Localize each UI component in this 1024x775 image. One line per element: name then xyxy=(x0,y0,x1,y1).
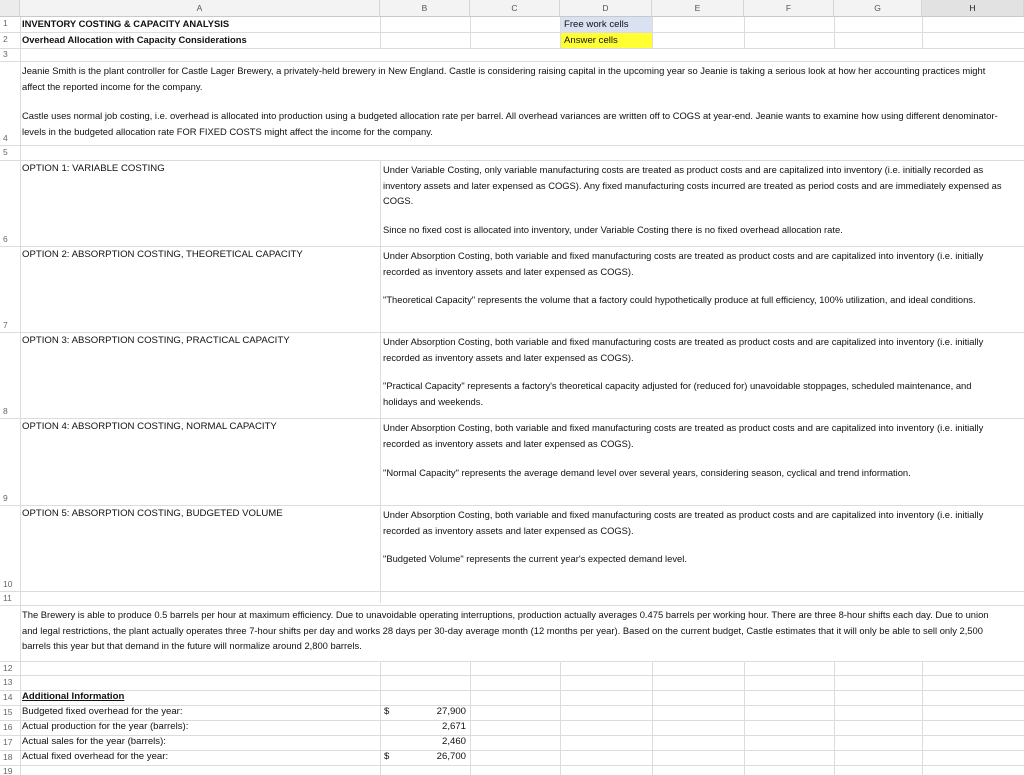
row-header[interactable]: 13 xyxy=(3,677,13,687)
brewery-capacity-paragraph[interactable]: The Brewery is able to produce 0.5 barrels per hour at maximum efficiency. Due to unavoidable operating interruptions, production actually averages 0.475 barrels per working hour. There are three 8-hour shifts each day. Due to union and legal restrictions, the plant actually operates three 7-hour shifts per day and works 28 days per 30-day average month (12 months per year). Based on the current budget, Castle estimates that it will only be able to sell only 2,500 barrels this year but that demand in the future will normalize around 2,800 barrels. xyxy=(22,609,989,651)
option-2-label[interactable]: OPTION 2: ABSORPTION COSTING, THEORETICAL CAPACITY xyxy=(22,249,303,260)
option-3-note[interactable]: "Practical Capacity" represents a factory's theoretical capacity adjusted for (reduced for) unavoidable stoppages, scheduled maintenance, and holidays and weekends. xyxy=(383,380,972,407)
option-2-description[interactable]: Under Absorption Costing, both variable and fixed manufacturing costs are treated as product costs and are capitalized into inventory (i.e. initially recorded as inventory assets and later expensed as COGS). xyxy=(383,250,984,277)
row-header[interactable]: 7 xyxy=(3,320,8,330)
option-1-label[interactable]: OPTION 1: VARIABLE COSTING xyxy=(22,163,165,174)
column-header-e[interactable]: E xyxy=(652,0,744,17)
option-4-description[interactable]: Under Absorption Costing, both variable and fixed manufacturing costs are treated as product costs and are capitalized into inventory (i.e. initially recorded as inventory assets and later expensed as COGS). xyxy=(383,422,984,449)
row-header[interactable]: 11 xyxy=(3,593,12,603)
row-header[interactable]: 5 xyxy=(3,147,8,157)
actual-fixed-overhead-value[interactable]: 26,700 xyxy=(436,751,466,762)
row-header[interactable]: 19 xyxy=(3,766,13,775)
option-1-description[interactable]: Under Variable Costing, only variable manufacturing costs are treated as product costs and are capitalized into inventory (i.e. initially recorded as inventory assets and later expensed as COGS). Any fixed manufacturing costs incurred are treated as period costs and are immediately expensed as COGS. xyxy=(383,164,1002,206)
column-header-f[interactable]: F xyxy=(744,0,834,17)
row-header[interactable]: 16 xyxy=(3,722,13,732)
option-3-description[interactable]: Under Absorption Costing, both variable and fixed manufacturing costs are treated as product costs and are capitalized into inventory (i.e. initially recorded as inventory assets and later expensed as COGS). xyxy=(383,336,984,363)
intro-paragraph-2[interactable]: Castle uses normal job costing, i.e. overhead is allocated into production using a budgeted allocation rate per barrel. All overhead variances are written off to COGS at year-end. Jeanie wants to examine how using different denominator-levels in the budgeted allocation rate FOR FIXED COSTS might affect the income for the company. xyxy=(22,110,998,137)
row-header[interactable]: 14 xyxy=(3,692,13,702)
actual-fixed-overhead-label[interactable]: Actual fixed overhead for the year: xyxy=(22,751,169,762)
currency-symbol: $ xyxy=(384,706,390,717)
intro-paragraph-1[interactable]: Jeanie Smith is the plant controller for Castle Lager Brewery, a privately-held brewery in New England. Castle is considering raising capital in the upcoming year so Jeanie is taking a serious look at how her accounting practices might affect the reported income for the company. xyxy=(22,65,986,92)
row-header[interactable]: 8 xyxy=(3,406,8,416)
row-header[interactable]: 4 xyxy=(3,133,8,143)
row-header[interactable]: 10 xyxy=(3,579,13,589)
actual-sales-label[interactable]: Actual sales for the year (barrels): xyxy=(22,736,166,747)
budgeted-fixed-overhead-value[interactable]: 27,900 xyxy=(436,706,466,717)
row-header[interactable]: 9 xyxy=(3,493,8,503)
free-work-cells-legend[interactable]: Free work cells xyxy=(561,17,652,32)
column-header-a[interactable]: A xyxy=(20,0,380,17)
column-header-b[interactable]: B xyxy=(380,0,470,17)
actual-production-label[interactable]: Actual production for the year (barrels): xyxy=(22,721,189,732)
select-all-corner[interactable] xyxy=(0,0,20,17)
column-header-c[interactable]: C xyxy=(470,0,560,17)
actual-production-value[interactable]: 2,671 xyxy=(441,721,466,732)
row-header[interactable]: 17 xyxy=(3,737,13,747)
answer-cells-legend[interactable]: Answer cells xyxy=(561,33,652,48)
column-header-h[interactable]: H xyxy=(922,0,1024,17)
option-4-note[interactable]: "Normal Capacity" represents the average demand level over several years, considering season, cyclical and trend information. xyxy=(383,467,911,478)
row-header[interactable]: 18 xyxy=(3,752,13,762)
row-header[interactable]: 2 xyxy=(3,34,8,44)
currency-symbol: $ xyxy=(384,751,390,762)
option-5-note[interactable]: "Budgeted Volume" represents the current year's expected demand level. xyxy=(383,553,687,564)
option-2-note[interactable]: "Theoretical Capacity" represents the volume that a factory could hypothetically produce at full efficiency, 100% utilization, and ideal conditions. xyxy=(383,294,976,305)
additional-info-heading[interactable]: Additional Information xyxy=(22,691,125,702)
row-header[interactable]: 3 xyxy=(3,49,8,59)
option-5-label[interactable]: OPTION 5: ABSORPTION COSTING, BUDGETED VOLUME xyxy=(22,508,283,519)
option-3-label[interactable]: OPTION 3: ABSORPTION COSTING, PRACTICAL CAPACITY xyxy=(22,335,290,346)
row-header[interactable]: 12 xyxy=(3,663,13,673)
column-header-g[interactable]: G xyxy=(834,0,922,17)
row-header[interactable]: 15 xyxy=(3,707,13,717)
sheet-subtitle[interactable]: Overhead Allocation with Capacity Considerations xyxy=(22,34,247,45)
row-header[interactable]: 6 xyxy=(3,234,8,244)
option-1-note[interactable]: Since no fixed cost is allocated into inventory, under Variable Costing there is no fixed overhead allocation rate. xyxy=(383,224,843,235)
actual-sales-value[interactable]: 2,460 xyxy=(441,736,466,747)
column-header-d[interactable]: D xyxy=(560,0,652,17)
option-5-description[interactable]: Under Absorption Costing, both variable and fixed manufacturing costs are treated as product costs and are capitalized into inventory (i.e. initially recorded as inventory assets and later expensed as COGS). xyxy=(383,509,984,536)
row-header[interactable]: 1 xyxy=(3,18,8,28)
option-4-label[interactable]: OPTION 4: ABSORPTION COSTING, NORMAL CAPACITY xyxy=(22,421,277,432)
sheet-title[interactable]: INVENTORY COSTING & CAPACITY ANALYSIS xyxy=(22,18,230,29)
budgeted-fixed-overhead-label[interactable]: Budgeted fixed overhead for the year: xyxy=(22,706,183,717)
